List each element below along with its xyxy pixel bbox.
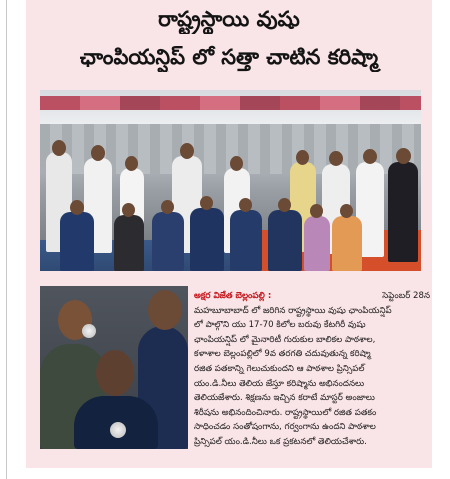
article-line: లో పాల్గొని యు 17-70 కిలోల బరువు కేటగిరీ వుషు [194,320,366,331]
article-line: కళాశాల బెల్లంపల్లిలో 9వ తరగతి చదువుతున్న కరిష్మా [194,349,371,360]
person-head [200,196,213,210]
person-head [180,143,194,159]
person [388,162,418,262]
article-line: ఛాంపియన్షిప్ లో మైనారిటీ గురుకుల బాలికల పాఠశాల, [194,334,376,345]
student [152,212,184,271]
medal-icon [82,324,96,338]
student [332,216,362,271]
person-head [91,145,105,161]
article-line: తెలియజేశారు. శిక్షణను ఇచ్చిన కరాటే మాస్టర్ అంజాలు [194,393,375,404]
person-head [161,200,174,214]
student [60,212,94,271]
article-line: మహబూబాబాద్ లో జరిగిన రాష్ట్రస్థాయి వుషు ఛాంపియన్షిప్ [194,305,392,316]
article-line: యం.డి.నీలు తెలియ జేస్తూ కరిష్మాను అభినందనలు [194,378,365,389]
article-body [194,289,430,450]
article-line: శిరీషను అభినందించినారు. రాష్ట్రస్థాయిలో రజిత పతకం [194,407,377,418]
student [114,215,144,271]
group-photo [40,90,421,271]
byline: అక్షర విజేత బెల్లంపల్లి : [194,291,272,301]
page-margin-rule [6,0,7,479]
dateline: సెప్టెంబర్ 28న [382,291,430,301]
student [230,210,262,271]
students-medal-photo [40,286,188,449]
person-head [340,204,353,218]
article-line: సాధించడం సంతోషంగాను, గర్వంగాను ఉందని పాఠశాల [194,422,376,433]
person-head [230,156,243,171]
person-head [52,140,66,156]
person-head [125,156,138,171]
article-line-1 [194,289,430,304]
student [304,216,330,271]
person-head [278,198,291,212]
person-head [329,151,343,166]
headline-line-1: రాష్ట్రస్థాయి వుషు [158,7,300,31]
hall-banner [40,96,421,110]
person-head [148,290,182,330]
medal-icon [110,422,126,438]
person-head [239,198,252,212]
person-head [310,204,323,218]
person-head [296,150,309,165]
headline-line-2: ఛాంపియన్షిప్ లో సత్తా చాటిన కరిష్మా [79,45,379,69]
person-head [396,148,411,164]
student [268,210,302,271]
person-head [70,200,84,215]
person-head [96,350,134,396]
person-head [122,203,135,217]
student [190,208,224,271]
person-head [363,149,377,164]
article-line: రజిత పతకాన్ని గెలుచుకుందని ఆ పాఠశాల ప్రిన్సిపల్ [194,363,365,374]
article-line: ప్రిన్సిపల్ యం.డి.నీలు ఒక ప్రకటనలో తెలియచేశారు. [194,436,367,447]
